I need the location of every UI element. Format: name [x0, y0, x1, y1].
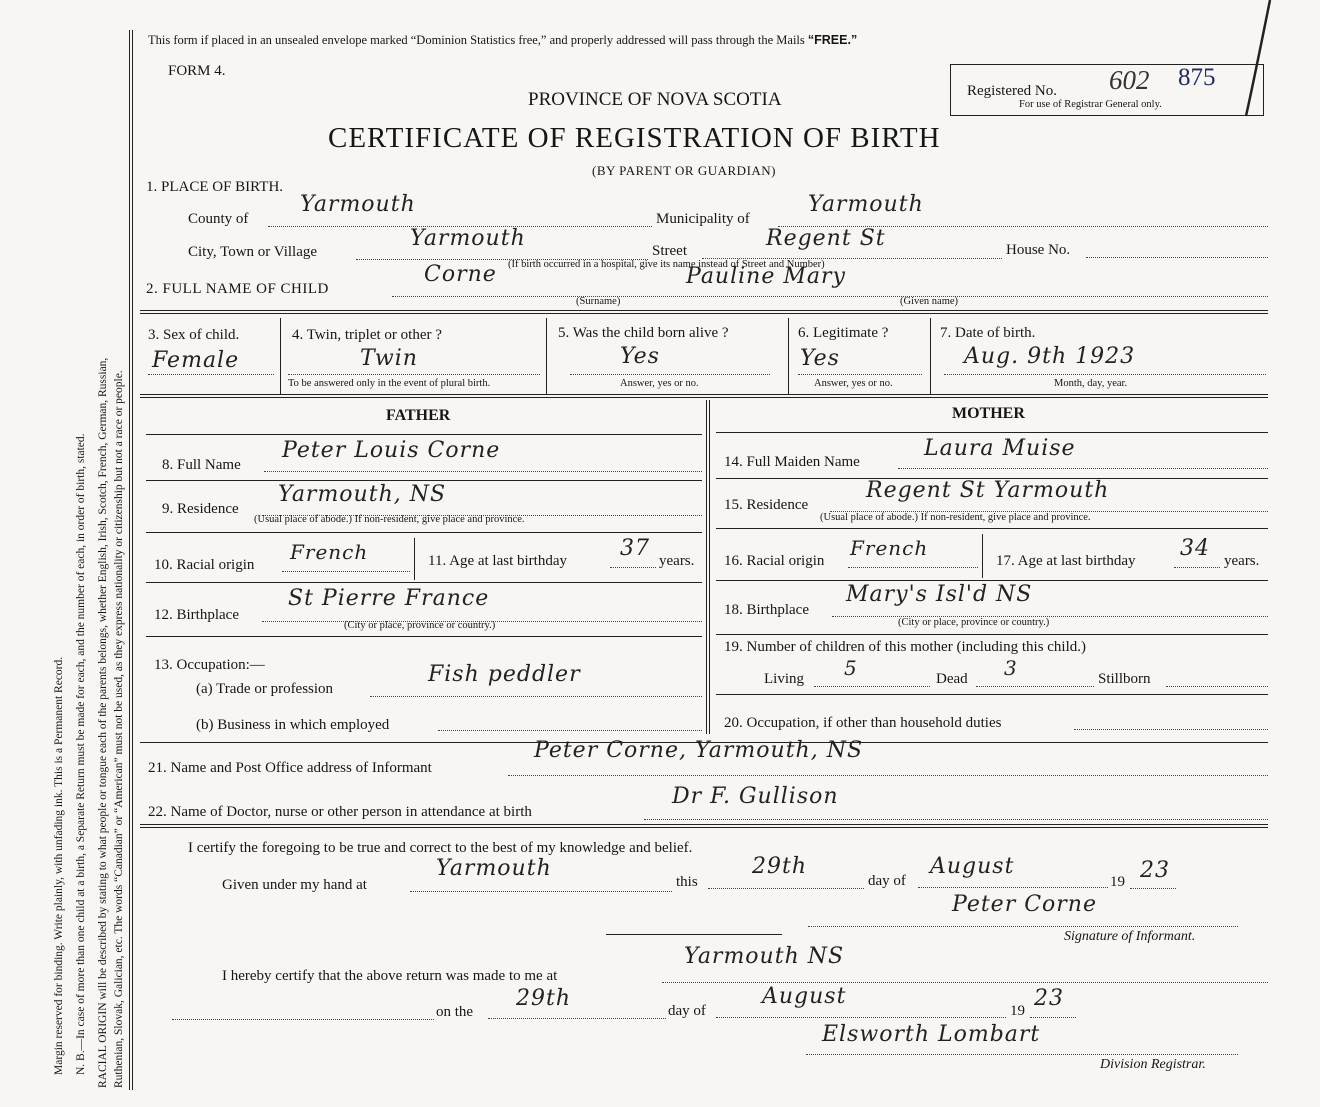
father-business-label: (b) Business in which employed	[196, 717, 390, 733]
child-surname: Corne	[424, 262, 497, 287]
informant-value: Peter Corne, Yarmouth, NS	[534, 738, 864, 763]
registrar-day: 29th	[516, 986, 572, 1011]
certify-month: August	[930, 854, 1015, 879]
living-value: 5	[844, 656, 858, 680]
mother-race: French	[850, 536, 929, 560]
given-label: Given under my hand at	[222, 877, 367, 893]
place-heading: 1. PLACE OF BIRTH.	[146, 179, 284, 195]
registrar-text: I hereby certify that the above return was made to me at	[222, 968, 558, 984]
certify-text: I certify the foregoing to be true and correct to the best of my knowledge and belief.	[188, 840, 693, 856]
city-value: Yarmouth	[410, 226, 526, 251]
father-birthplace: St Pierre France	[288, 586, 490, 611]
child-given-name: Pauline Mary	[686, 264, 846, 289]
registrar-year: 23	[1034, 986, 1064, 1011]
father-age: 37	[620, 536, 650, 561]
father-birthplace-note: (City or place, province or country.)	[344, 620, 496, 631]
informant-signature: Peter Corne	[952, 892, 1097, 917]
registered-box	[950, 64, 1264, 116]
mother-age: 34	[1180, 536, 1210, 561]
mother-birthplace-label: 18. Birthplace	[724, 602, 809, 618]
municipality-value: Yarmouth	[808, 192, 924, 217]
street-value: Regent St	[766, 226, 886, 251]
city-label: City, Town or Village	[188, 244, 318, 260]
dob-label: 7. Date of birth.	[940, 325, 1036, 341]
corner-pen-mark	[1218, 0, 1274, 120]
municipality-label: Municipality of	[656, 211, 750, 227]
registrar-place: Yarmouth NS	[684, 944, 845, 969]
father-name-label: 8. Full Name	[162, 457, 241, 473]
certify-this-label: this	[676, 874, 698, 890]
doctor-label: 22. Name of Doctor, nurse or other person in attendance at birth	[148, 804, 532, 820]
mother-occupation-label: 20. Occupation, if other than household duties	[724, 715, 1002, 731]
registered-value-b: 875	[1178, 64, 1216, 91]
father-race: French	[290, 540, 369, 564]
registrar-year-prefix: 19	[1010, 1003, 1025, 1019]
page-title: CERTIFICATE OF REGISTRATION OF BIRTH	[328, 122, 941, 154]
children-label: 19. Number of children of this mother (including this child.)	[724, 639, 1087, 655]
house-label: House No.	[1006, 242, 1071, 258]
mother-birthplace: Mary's Isl'd NS	[846, 582, 1033, 607]
mother-residence: Regent St Yarmouth	[866, 478, 1110, 503]
dead-value: 3	[1004, 656, 1018, 680]
certify-year: 23	[1140, 858, 1170, 883]
form-number: FORM 4.	[168, 63, 226, 79]
father-residence: Yarmouth, NS	[278, 482, 447, 507]
father-heading: FATHER	[386, 407, 451, 424]
mother-age-label: 17. Age at last birthday	[996, 553, 1136, 569]
father-trade-label: (a) Trade or profession	[196, 681, 334, 697]
registered-note: For use of Registrar General only.	[1019, 99, 1162, 110]
father-residence-label: 9. Residence	[162, 501, 239, 517]
dob-value: Aug. 9th 1923	[964, 344, 1136, 369]
given-name-note: (Given name)	[900, 296, 959, 307]
registrar-on-label: on the	[436, 1004, 474, 1020]
father-name: Peter Louis Corne	[282, 438, 501, 463]
surname-note: (Surname)	[576, 296, 621, 307]
registrar-dayof-label: day of	[668, 1003, 706, 1019]
informant-signature-label: Signature of Informant.	[1064, 929, 1196, 944]
child-name-label: 2. FULL NAME OF CHILD	[146, 281, 329, 297]
father-race-label: 10. Racial origin	[154, 557, 255, 573]
registered-label: Registered No.	[967, 83, 1057, 99]
doctor-value: Dr F. Gullison	[672, 784, 839, 809]
sex-label: 3. Sex of child.	[148, 327, 240, 343]
father-age-label: 11. Age at last birthday	[428, 553, 567, 569]
margin-instructions-4: Ruthenian, Slovak, Galician, etc. The words “Canadian” or “American” must not be used, as they express nationality or citizenship but not a race or people.	[113, 370, 125, 1088]
mother-name-label: 14. Full Maiden Name	[724, 454, 860, 470]
margin-instructions-1: Margin reserved for binding. Write plainly, with unfading ink. This is a Permanent Record.	[53, 656, 65, 1075]
hospital-note: (If birth occurred in a hospital, give its name instead of Street and Number)	[508, 259, 825, 270]
stillborn-label: Stillborn	[1098, 671, 1151, 687]
alive-note: Answer, yes or no.	[620, 378, 699, 389]
binding-margin-line	[129, 30, 133, 1090]
margin-instructions-3: RACIAL ORIGIN will be described by stating to what people or tongue each of the parents belongs, whether English, Irish, Scotch, French, German, Russian,	[97, 357, 109, 1088]
province-heading: PROVINCE OF NOVA SCOTIA	[528, 89, 782, 110]
alive-label: 5. Was the child born alive ?	[558, 325, 729, 341]
twin-note: To be answered only in the event of plural birth.	[288, 378, 491, 389]
registrar-month: August	[762, 984, 847, 1009]
page-subtitle: (BY PARENT OR GUARDIAN)	[592, 163, 777, 178]
certify-place: Yarmouth	[436, 856, 552, 881]
father-occupation-label: 13. Occupation:—	[154, 657, 265, 673]
legit-value: Yes	[800, 346, 840, 371]
margin-instructions-2: N. B.—In case of more than one child at a birth, a Separate Return must be made for each, and the number of each, in order of birth, stated.	[75, 433, 87, 1075]
father-age-unit: years.	[659, 553, 695, 569]
mother-birthplace-note: (City or place, province or country.)	[898, 617, 1050, 628]
informant-label: 21. Name and Post Office address of Informant	[148, 760, 432, 776]
mother-race-label: 16. Racial origin	[724, 553, 825, 569]
registered-value-a: 602	[1109, 65, 1150, 95]
mother-residence-note: (Usual place of abode.) If non-resident, give place and province.	[820, 512, 1091, 523]
legit-note: Answer, yes or no.	[814, 378, 893, 389]
mother-heading: MOTHER	[952, 405, 1025, 422]
certify-dayof-label: day of	[868, 873, 906, 889]
mother-name: Laura Muise	[924, 436, 1076, 461]
dead-label: Dead	[936, 671, 968, 687]
legit-label: 6. Legitimate ?	[798, 325, 889, 341]
father-birthplace-label: 12. Birthplace	[154, 607, 239, 623]
alive-value: Yes	[620, 344, 660, 369]
mother-residence-label: 15. Residence	[724, 497, 809, 513]
living-label: Living	[764, 671, 804, 687]
sex-value: Female	[152, 348, 240, 373]
street-label: Street	[652, 243, 687, 259]
twin-label: 4. Twin, triplet or other ?	[292, 327, 442, 343]
mother-age-unit: years.	[1224, 553, 1260, 569]
county-value: Yarmouth	[300, 192, 416, 217]
twin-value: Twin	[360, 346, 418, 371]
certify-year-prefix: 19	[1110, 874, 1125, 890]
county-label: County of	[188, 211, 249, 227]
registrar-signature: Elsworth Lombart	[822, 1022, 1041, 1047]
father-residence-note: (Usual place of abode.) If non-resident, give place and province.	[254, 514, 525, 525]
dob-note: Month, day, year.	[1054, 378, 1128, 389]
certify-day: 29th	[752, 854, 808, 879]
father-trade: Fish peddler	[428, 662, 581, 687]
mail-notice: This form if placed in an unsealed envelope marked “Dominion Statistics free,” and properly addressed will pass through the Mails “FREE.”	[148, 33, 858, 47]
registrar-signature-label: Division Registrar.	[1100, 1057, 1206, 1072]
